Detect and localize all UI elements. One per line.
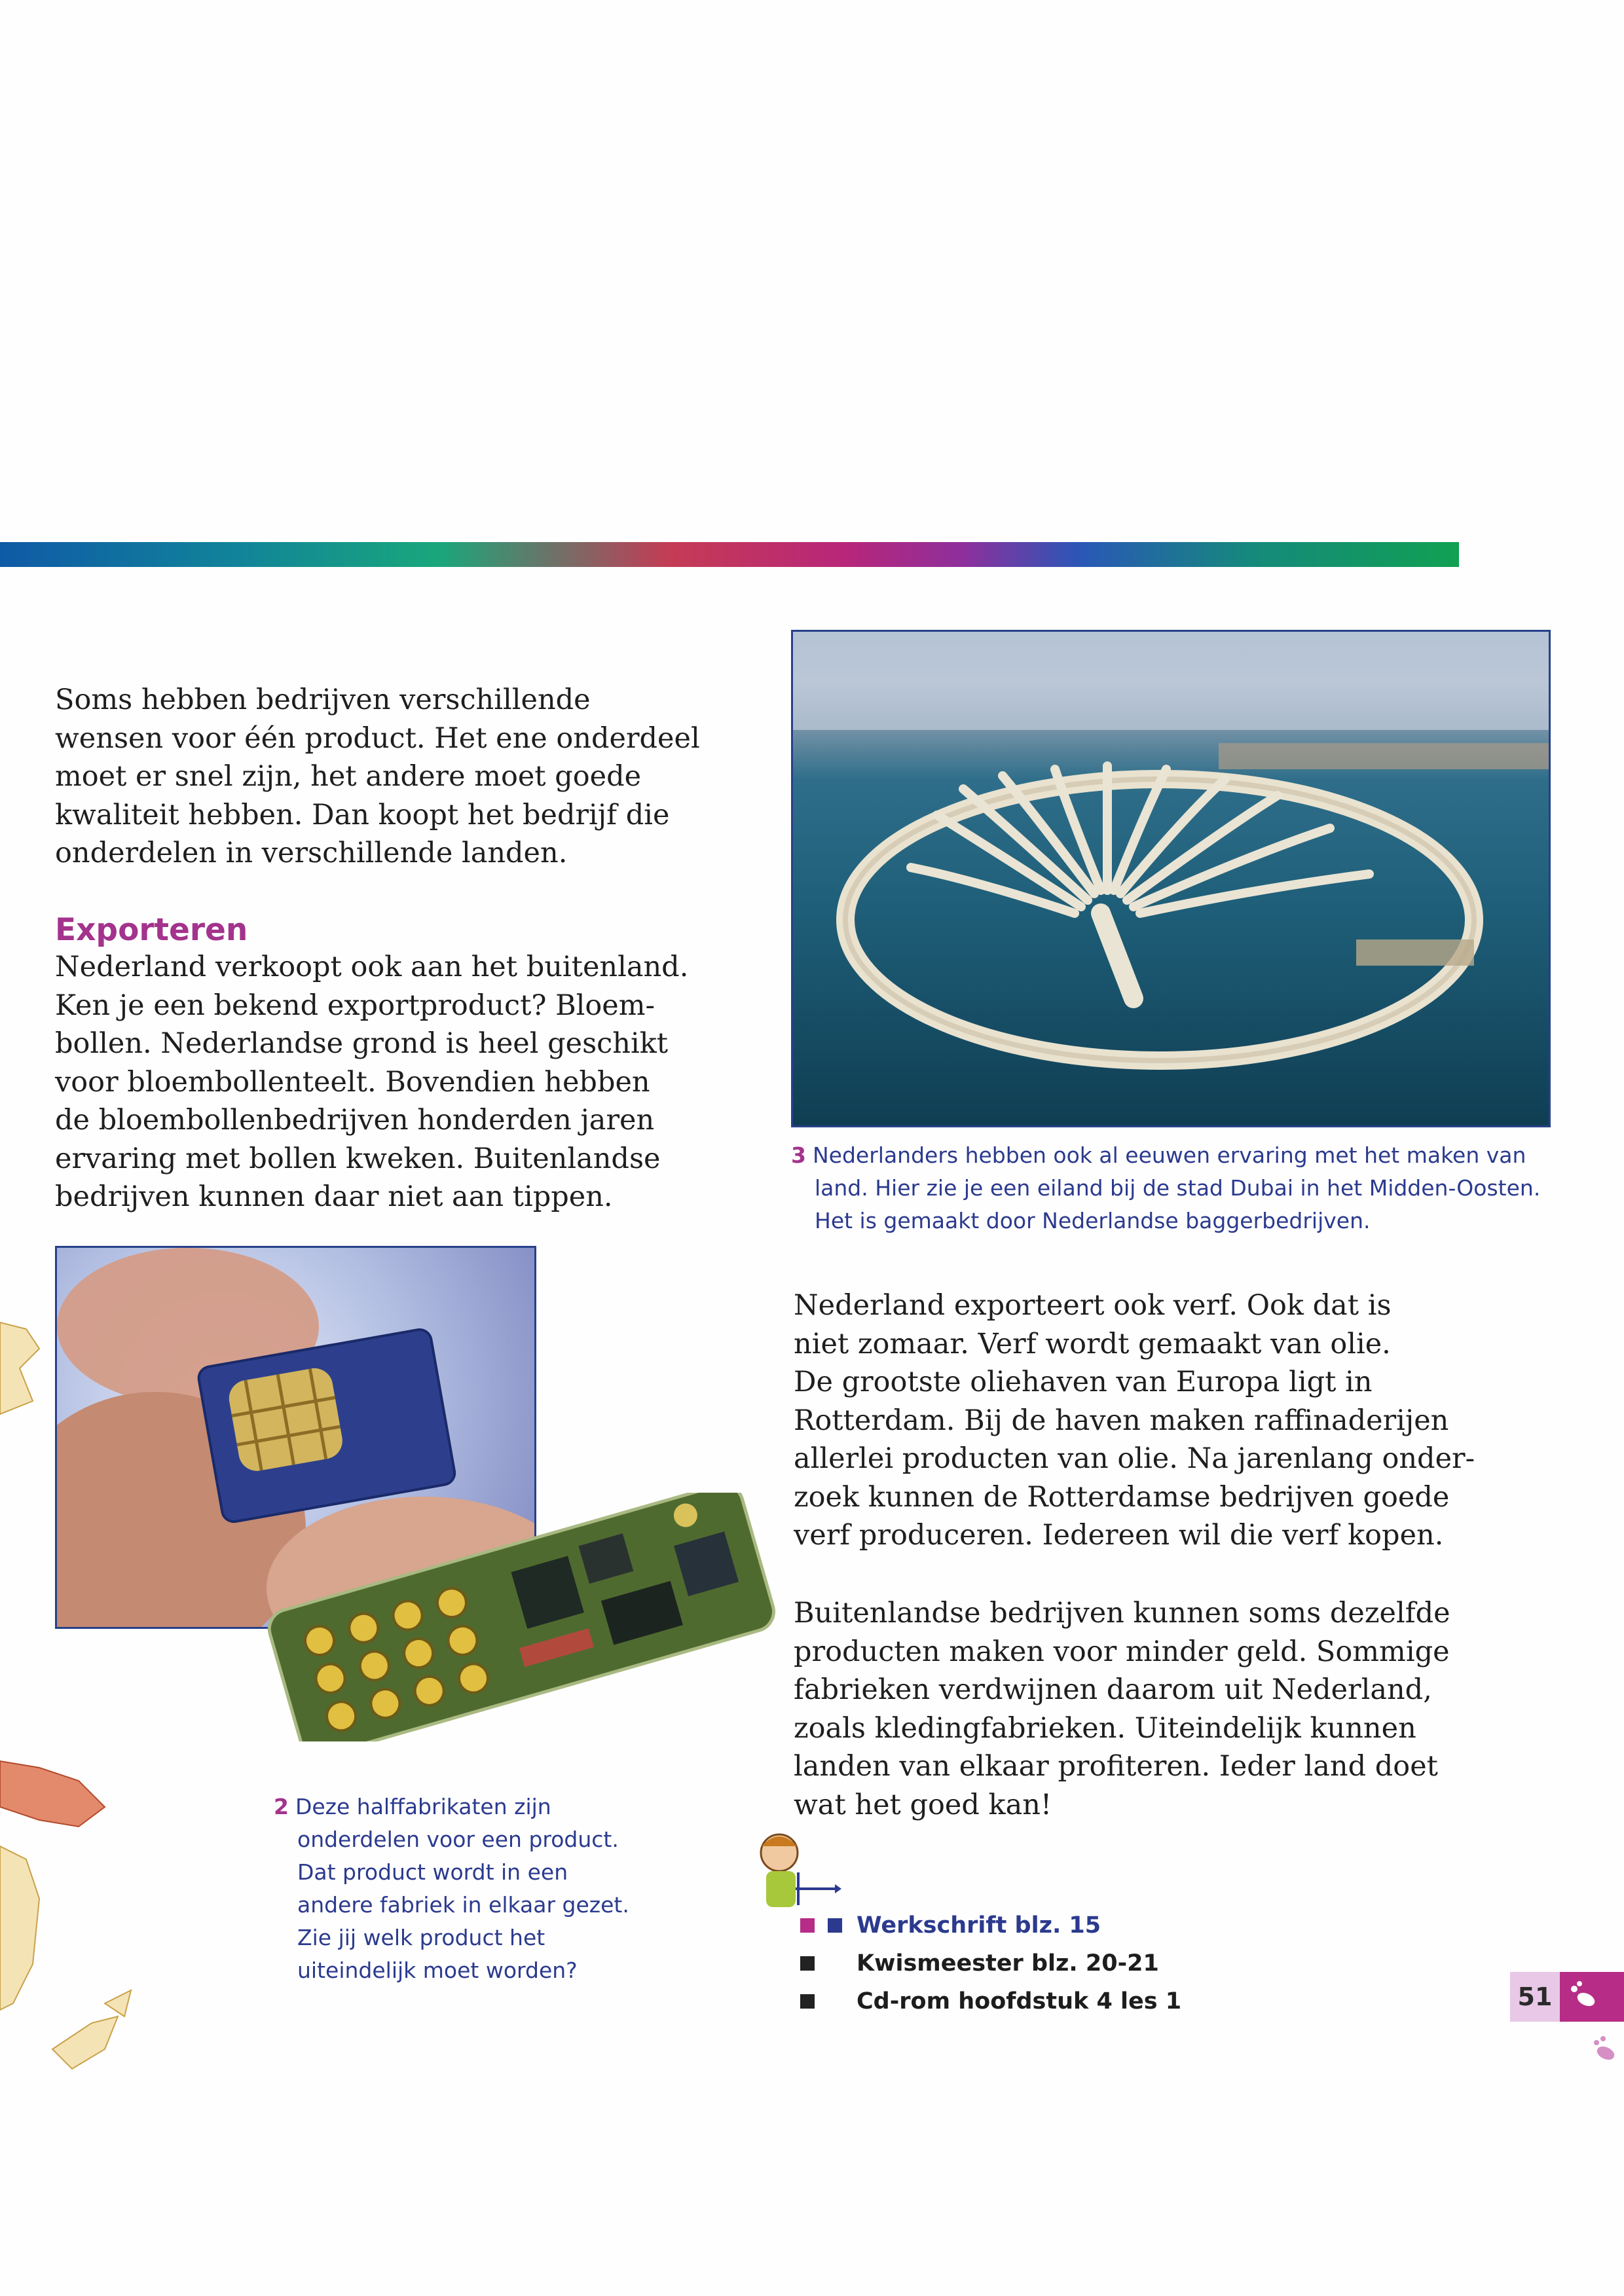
paint-line: verf produceren. Iedereen wil die verf kopen. <box>794 1519 1444 1552</box>
foreign-line: fabrieken verdwijnen daarom uit Nederland, <box>794 1673 1432 1706</box>
export-line: Nederland verkoopt ook aan het buitenland. <box>55 951 689 983</box>
circuit-board-photo <box>262 1493 779 1741</box>
paint-line: Nederland exporteert ook verf. Ook dat is <box>794 1289 1392 1322</box>
export-line: voor bloembollenteelt. Bovendien hebben <box>55 1065 650 1099</box>
foreign-line: wat het goed kan! <box>794 1788 1052 1821</box>
exercise-list <box>800 1906 1324 2020</box>
map-fragment <box>0 1309 170 2128</box>
intro-line: moet er snel zijn, het andere moet goede <box>55 760 642 793</box>
caption-number: 2 <box>274 1794 289 1819</box>
caption-3 <box>791 1139 1557 1237</box>
exercise-label: Cd-rom hoofdstuk 4 les 1 <box>857 1988 1182 2014</box>
student-character-icon <box>743 1827 841 1918</box>
paint-line: De grootste oliehaven van Europa ligt in <box>794 1366 1373 1398</box>
foreign-line: Buitenlandse bedrijven kunnen soms dezelfde <box>794 1597 1450 1630</box>
caption-line: Het is gemaakt door Nederlandse baggerbedrijven. <box>815 1208 1371 1233</box>
palm-island-photo <box>791 630 1551 1127</box>
export-line: bollen. Nederlandse grond is heel geschikt <box>55 1027 669 1060</box>
caption-line: andere fabriek in elkaar gezet. <box>297 1892 629 1918</box>
exercise-label: Werkschrift blz. 15 <box>857 1912 1101 1939</box>
paint-paragraph <box>794 1286 1501 1555</box>
foreign-line: landen van elkaar profiteren. Ieder land doet <box>794 1750 1438 1783</box>
bullet-square-icon <box>800 1956 815 1971</box>
caption-line: Nederlanders hebben ook al eeuwen ervaring met het maken van <box>812 1142 1526 1168</box>
caption-line: land. Hier zie je een eiland bij de stad Dubai in het Midden-Oosten. <box>815 1175 1541 1201</box>
exercise-item[interactable] <box>800 1906 1324 1944</box>
color-band <box>0 542 1459 567</box>
export-section <box>55 912 749 1216</box>
bullet-square-icon <box>800 1994 815 2009</box>
exercise-label: Kwismeester blz. 20-21 <box>857 1950 1159 1977</box>
intro-line: onderdelen in verschillende landen. <box>55 837 568 869</box>
palm-island-illustration <box>793 632 1551 1127</box>
paint-line: zoek kunnen de Rotterdamse bedrijven goede <box>794 1480 1450 1514</box>
paint-line: Rotterdam. Bij de haven maken raffinaderijen <box>794 1404 1449 1437</box>
paint-line: allerlei producten van olie. Na jarenlang onder- <box>794 1442 1475 1475</box>
caption-line: onderdelen voor een product. <box>297 1827 619 1852</box>
bullet-square-icon <box>800 1918 815 1933</box>
circuit-board-illustration <box>262 1493 779 1741</box>
foreign-paragraph <box>794 1594 1501 1824</box>
caption-line: Dat product wordt in een <box>297 1859 568 1885</box>
section-heading: Exporteren <box>55 912 248 948</box>
caption-line: Deze halffabrikaten zijn <box>295 1794 551 1819</box>
caption-line: uiteindelijk moet worden? <box>297 1958 578 1983</box>
foreign-line: zoals kledingfabrieken. Uiteindelijk kunnen <box>794 1711 1416 1745</box>
caption-number: 3 <box>791 1142 806 1168</box>
export-line: de bloembollenbedrijven honderden jaren <box>55 1104 655 1137</box>
footprint-decoration-icon <box>1560 1961 1624 2092</box>
exercise-item[interactable] <box>800 1982 1324 2020</box>
intro-line: kwaliteit hebben. Dan koopt het bedrijf die <box>55 798 670 831</box>
export-line: ervaring met bollen kweken. Buitenlandse <box>55 1142 661 1175</box>
page-number: 51 <box>1510 1972 1560 2022</box>
export-line: bedrijven kunnen daar niet aan tippen. <box>55 1180 613 1213</box>
intro-line: Soms hebben bedrijven verschillende <box>55 683 591 716</box>
export-line: Ken je een bekend exportproduct? Bloem- <box>55 989 655 1022</box>
intro-line: wensen voor één product. Het ene onderdeel <box>55 721 700 755</box>
intro-paragraph <box>55 681 710 873</box>
bullet-square-icon <box>828 1918 842 1933</box>
exercise-item[interactable] <box>800 1944 1324 1982</box>
paint-line: niet zomaar. Verf wordt gemaakt van olie. <box>794 1327 1391 1360</box>
foreign-line: producten maken voor minder geld. Sommige <box>794 1635 1450 1668</box>
caption-2 <box>274 1791 680 1987</box>
caption-line: Zie jij welk product het <box>297 1925 545 1950</box>
